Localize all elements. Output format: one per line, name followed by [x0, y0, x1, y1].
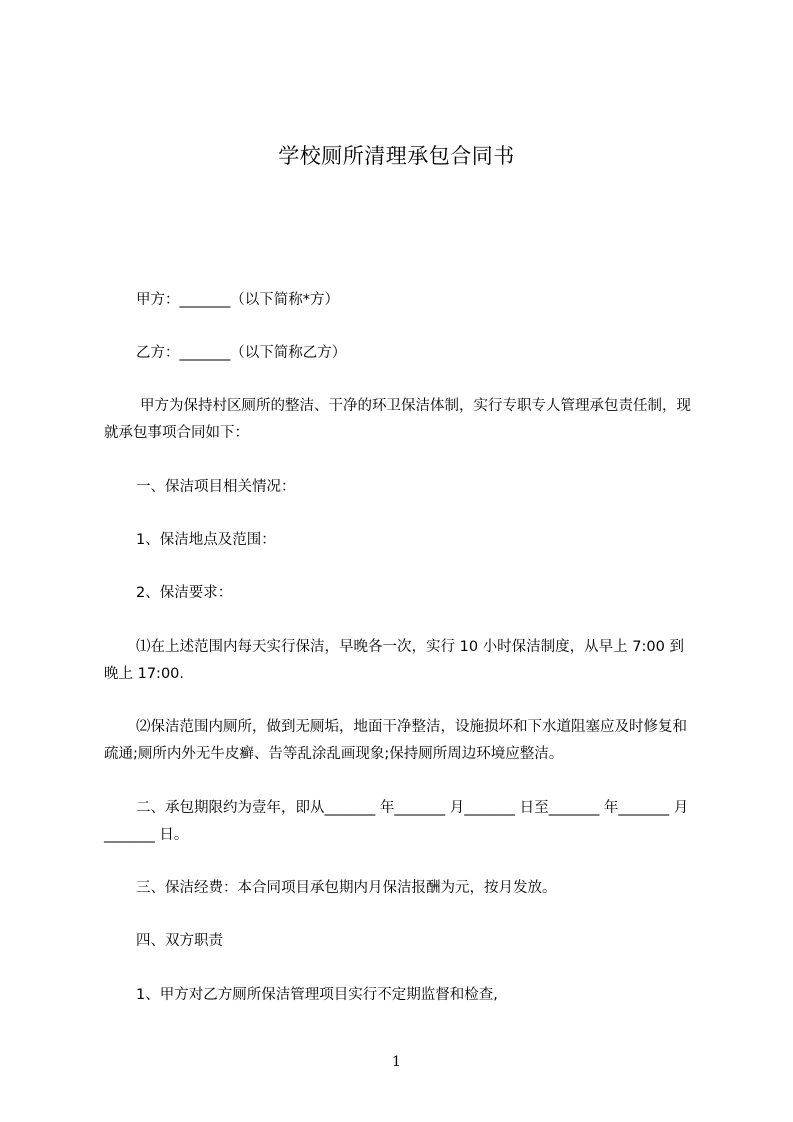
section-2-term: 二、承包期限约为壹年，即从_______ 年_______ 月_______ 日至_______ 年_______ 月_______ 日。: [104, 800, 689, 843]
section-4-heading: 四、双方职责: [136, 933, 223, 949]
intro-paragraph: 甲方为保持村区厕所的整洁、干净的环卫保洁体制，实行专职专人管理承包责任制，现就承包事项合同如下：: [104, 398, 691, 441]
requirement-1-paragraph: ⑴在上述范围内每天实行保洁，早晚各一次，实行 10 小时保洁制度，从早上 7:00 到晚上 17:00.: [104, 639, 684, 682]
requirement-2-paragraph: ⑵保洁范围内厕所，做到无厕垢，地面干净整洁，设施损坏和下水道阻塞应及时修复和疏通;厕所内外无牛皮癣、告等乱涂乱画现象;保持厕所周边环境应整洁。: [104, 719, 687, 762]
item-2-requirements: 2、保洁要求：: [136, 585, 233, 601]
page-number: 1: [392, 1054, 401, 1070]
section-3-fees: 三、保洁经费：本合同项目承包期内月保洁报酬为元，按月发放。: [136, 880, 557, 896]
item-1-location: 1、保洁地点及范围：: [136, 532, 276, 548]
section-1-heading: 一、保洁项目相关情况：: [136, 479, 296, 495]
duty-1-paragraph: 1、甲方对乙方厕所保洁管理项目实行不定期监督和检查,: [136, 987, 498, 1003]
party-a-line: 甲方：_______（以下简称*方）: [136, 292, 339, 308]
document-title: 学校厕所清理承包合同书: [278, 144, 515, 168]
party-b-line: 乙方：_______（以下简称乙方）: [136, 345, 347, 361]
